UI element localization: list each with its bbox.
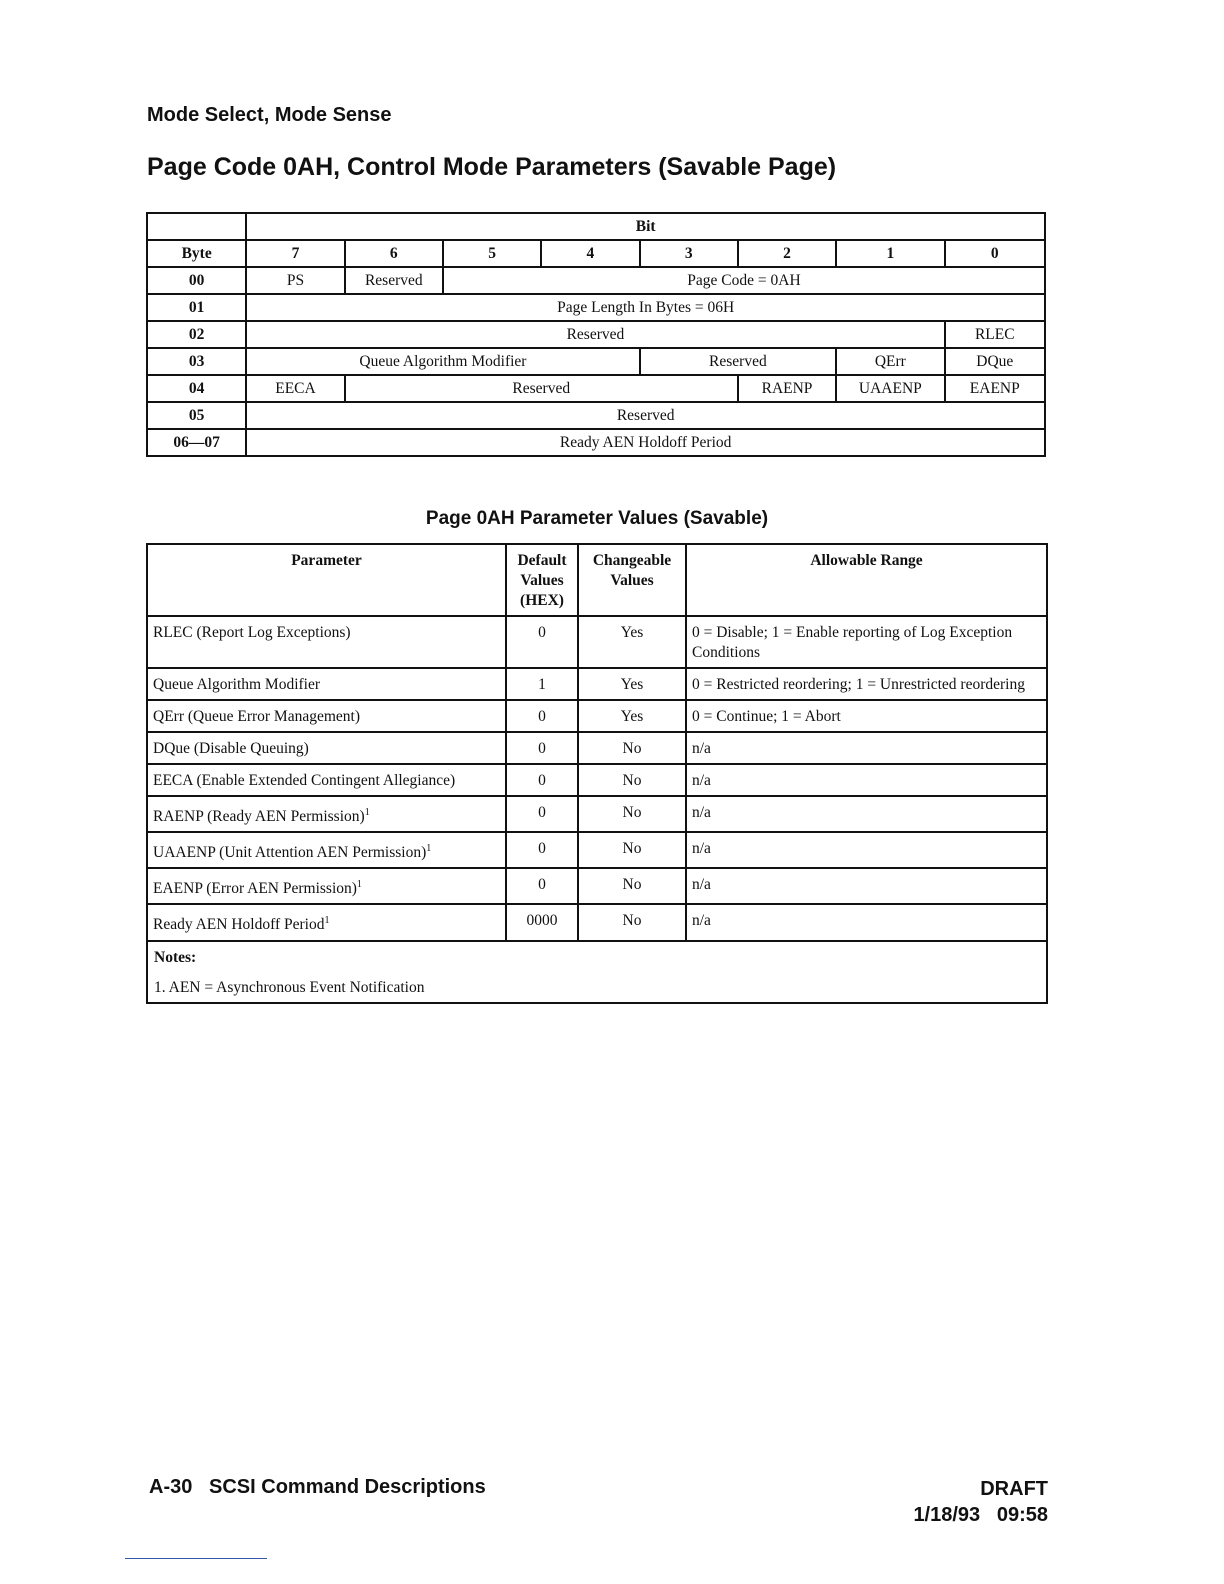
bit-layout-table	[146, 212, 1046, 457]
section-heading: Mode Select, Mode Sense	[147, 104, 392, 126]
table-row	[147, 700, 1047, 732]
table-row	[147, 732, 1047, 764]
parameter-name	[147, 868, 506, 904]
parameter-label: EECA (Enable Extended Contingent Allegiance)	[153, 772, 456, 789]
byte-row-05	[147, 402, 1045, 429]
field-reserved: Reserved	[345, 375, 738, 402]
changeable-value: No	[578, 732, 686, 764]
byte-number: 05	[147, 402, 246, 429]
footnote-marker: 1	[324, 915, 330, 927]
allowable-range: n/a	[686, 796, 1047, 832]
parameter-label: Queue Algorithm Modifier	[153, 676, 321, 693]
parameter-label: DQue (Disable Queuing)	[153, 740, 309, 757]
table-row	[147, 616, 1047, 668]
header-changeable-values	[578, 544, 686, 616]
parameter-name	[147, 904, 506, 940]
parameter-label: Ready AEN Holdoff Period	[153, 916, 325, 934]
allowable-range: n/a	[686, 904, 1047, 940]
default-value: 1	[506, 668, 578, 700]
field-queue-algorithm-modifier: Queue Algorithm Modifier	[246, 348, 639, 375]
table-row	[147, 868, 1047, 904]
bit-2: 2	[738, 240, 836, 267]
byte-row-02	[147, 321, 1045, 348]
allowable-range: n/a	[686, 868, 1047, 904]
footnote-marker: 1	[364, 807, 370, 818]
changeable-value: No	[578, 904, 686, 940]
parameter-name	[147, 764, 506, 796]
footer-rule	[125, 1558, 267, 1559]
notes-cell	[147, 941, 1047, 1003]
bit-3: 3	[640, 240, 738, 267]
bit-header-row	[147, 213, 1045, 240]
field-reserved: Reserved	[246, 321, 944, 348]
byte-row-03	[147, 348, 1045, 375]
table-row	[147, 796, 1047, 832]
parameter-header-row	[147, 544, 1047, 616]
changeable-value: Yes	[578, 668, 686, 700]
changeable-value: Yes	[578, 700, 686, 732]
parameter-label: RLEC (Report Log Exceptions)	[153, 624, 351, 641]
header-allowable-range: Allowable Range	[686, 544, 1047, 616]
default-value: 0	[506, 868, 578, 904]
changeable-value: No	[578, 764, 686, 796]
default-value: 0	[506, 616, 578, 668]
byte-number: 00	[147, 267, 246, 294]
default-value: 0000	[506, 904, 578, 940]
footnote-marker: 1	[356, 879, 362, 891]
parameter-rows	[147, 616, 1047, 941]
bit-4: 4	[541, 240, 639, 267]
table-row	[147, 668, 1047, 700]
table-row	[147, 904, 1047, 940]
bit-1: 1	[836, 240, 944, 267]
parameter-name	[147, 700, 506, 732]
field-raenp: RAENP	[738, 375, 836, 402]
allowable-range: 0 = Disable; 1 = Enable reporting of Log Exception Conditions	[686, 616, 1047, 668]
field-ps: PS	[246, 267, 344, 294]
draft-label: DRAFT	[980, 1478, 1048, 1500]
parameter-label: EAENP (Error AEN Permission)	[153, 880, 357, 898]
field-eaenp: EAENP	[945, 375, 1045, 402]
field-qerr: QErr	[836, 348, 944, 375]
header-default-line1: Default	[517, 552, 567, 569]
field-page-length: Page Length In Bytes = 06H	[246, 294, 1045, 321]
parameter-name	[147, 732, 506, 764]
byte-row-01	[147, 294, 1045, 321]
table-row	[147, 764, 1047, 796]
default-value: 0	[506, 764, 578, 796]
field-eeca: EECA	[246, 375, 344, 402]
notes-row	[147, 941, 1047, 1003]
byte-number: 01	[147, 294, 246, 321]
field-reserved: Reserved	[640, 348, 837, 375]
notes-title: Notes:	[154, 948, 197, 966]
changeable-value: No	[578, 868, 686, 904]
allowable-range: n/a	[686, 732, 1047, 764]
bit-6: 6	[345, 240, 443, 267]
parameter-table-title: Page 0AH Parameter Values (Savable)	[425, 508, 769, 529]
bit-0: 0	[945, 240, 1045, 267]
default-value: 0	[506, 832, 578, 868]
parameter-name	[147, 616, 506, 668]
default-value: 0	[506, 796, 578, 832]
byte-label: Byte	[147, 240, 246, 267]
field-ready-aen-holdoff-period: Ready AEN Holdoff Period	[246, 429, 1045, 456]
bit-7: 7	[246, 240, 344, 267]
bit-label: Bit	[246, 213, 1045, 240]
header-default-values	[506, 544, 578, 616]
changeable-value: Yes	[578, 616, 686, 668]
bit-number-row	[147, 240, 1045, 267]
parameter-name	[147, 796, 506, 832]
default-value: 0	[506, 700, 578, 732]
field-uaaenp: UAAENP	[836, 375, 944, 402]
byte-number: 03	[147, 348, 246, 375]
header-default-line2: Values	[520, 572, 564, 589]
parameter-values-table	[146, 543, 1048, 1004]
field-dque: DQue	[945, 348, 1045, 375]
page-title: Page Code 0AH, Control Mode Parameters (Savable Page)	[147, 153, 837, 181]
footer-datetime: 1/18/93 09:58	[913, 1504, 1048, 1526]
parameter-label: QErr (Queue Error Management)	[153, 708, 361, 725]
allowable-range: n/a	[686, 764, 1047, 796]
footer-status	[913, 1476, 1048, 1528]
byte-row-06-07	[147, 429, 1045, 456]
allowable-range: 0 = Continue; 1 = Abort	[686, 700, 1047, 732]
field-reserved: Reserved	[345, 267, 443, 294]
byte-number: 06—07	[147, 429, 246, 456]
parameter-label: UAAENP (Unit Attention AEN Permission)	[153, 844, 427, 862]
byte-number: 02	[147, 321, 246, 348]
corner-cell	[147, 213, 246, 240]
table-row	[147, 832, 1047, 868]
changeable-value: No	[578, 796, 686, 832]
allowable-range: 0 = Restricted reordering; 1 = Unrestricted reordering	[686, 668, 1047, 700]
changeable-value: No	[578, 832, 686, 868]
footnote-marker: 1	[426, 843, 432, 855]
parameter-name	[147, 668, 506, 700]
bit-5: 5	[443, 240, 541, 267]
parameter-name	[147, 832, 506, 868]
header-changeable-line1: Changeable	[592, 552, 672, 569]
header-default-line3: (HEX)	[520, 592, 564, 609]
byte-row-00	[147, 267, 1045, 294]
header-parameter: Parameter	[147, 544, 506, 616]
field-reserved: Reserved	[246, 402, 1045, 429]
footer-page-reference: A-30 SCSI Command Descriptions	[149, 1476, 486, 1498]
allowable-range: n/a	[686, 832, 1047, 868]
byte-number: 04	[147, 375, 246, 402]
field-page-code: Page Code = 0AH	[443, 267, 1045, 294]
default-value: 0	[506, 732, 578, 764]
field-rlec: RLEC	[945, 321, 1045, 348]
byte-row-04	[147, 375, 1045, 402]
note-1: 1. AEN = Asynchronous Event Notification	[154, 978, 425, 996]
parameter-label: RAENP (Ready AEN Permission)	[153, 808, 365, 826]
header-changeable-line2: Values	[610, 572, 654, 589]
